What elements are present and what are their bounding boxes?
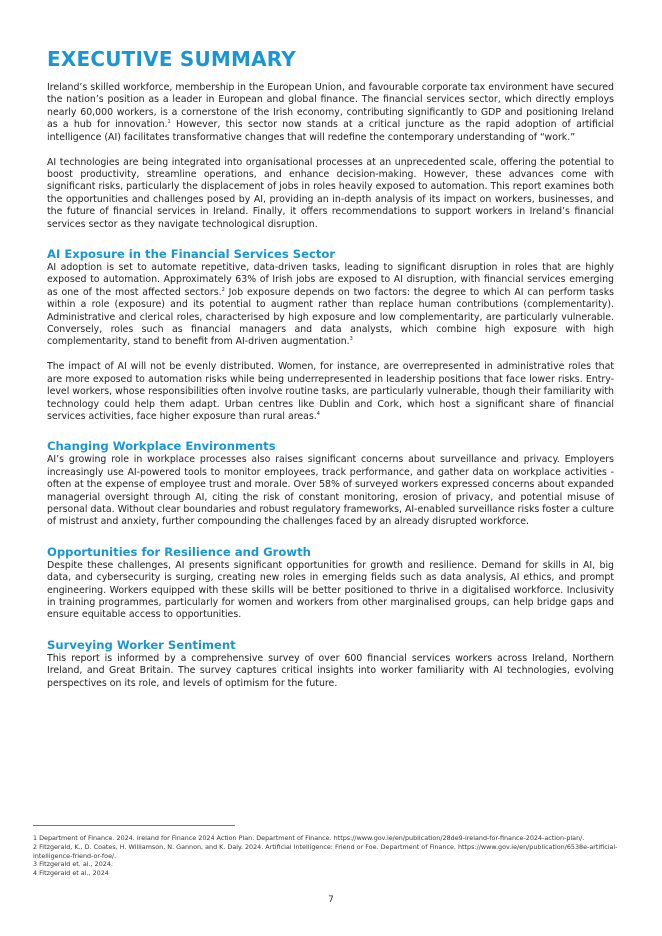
intro-paragraph-1-text-b: However, this sector now stands at a critical juncture as the rapid adoption of artificial intelligence (AI) facilitates transformative changes that will redefine the contemporary understanding of “work.” xyxy=(47,119,614,143)
footnote-ref-2[interactable]: 2 xyxy=(221,286,225,293)
footnote-ref-1[interactable]: 1 xyxy=(167,119,171,126)
ai-exposure-paragraph-1 xyxy=(47,262,614,349)
footnote-1: 1 Department of Finance. 2024. Ireland for Finance 2024 Action Plan. Department of Finance. https://www.gov.ie/en/publication/28de9-ireland-for-finance-2024-action-plan/. xyxy=(33,834,585,842)
page-number: 7 xyxy=(328,895,334,905)
survey-paragraph: This report is informed by a comprehensive survey of over 600 financial services workers across Ireland, Northern Ireland, and Great Britain. The survey captures critical insights into worker familiarity with AI technologies, evolving perspectives on its role, and levels of optimism for the future. xyxy=(47,652,614,689)
ai-exposure-paragraph-2-text: The impact of AI will not be evenly distributed. Women, for instance, are overrepresented in administrative roles that are more exposed to automation risks while being underrepresented in leadership positions that face lower risks. Entry-level workers, whose responsibilities often involve routine tasks, are particularly vulnerable, though their familiarity with technology could help them adapt. Urban centres like Dublin and Cork, which host a significant share of financial services activities, face higher exposure than rural areas. xyxy=(47,361,614,422)
intro-paragraph-1-text-a: Ireland’s skilled workforce, membership in the European Union, and favourable corporate tax environment have secured the nation’s position as a leader in European and global finance. The financial services sector, which directly employs nearly 60,000 workers, is a cornerstone of the Irish economy, contributing significantly to GDP and positioning Ireland as a hub for innovation. xyxy=(47,82,614,131)
intro-paragraph-2: AI technologies are being integrated into organisational processes at an unprecedented scale, offering the potential to boost productivity, streamline operations, and enhance decision-making. However, these advances come with significant risks, particularly the displacement of jobs in roles heavily exposed to automation. This report examines both the opportunities and challenges posed by AI, providing an in-depth analysis of its impact on workers, businesses, and the future of financial services in Ireland. Finally, it offers recommendations to support workers in Ireland’s financial services sector as they navigate technological disruption. xyxy=(47,156,614,230)
ai-exposure-paragraph-1-text-a: AI adoption is set to automate repetitive, data-driven tasks, leading to significant disruption in roles that are highly exposed to automation. Approximately 63% of Irish jobs are exposed to AI disruption, with financial services emerging as one of the most affected sectors. xyxy=(47,261,614,298)
intro-paragraph-1 xyxy=(47,82,614,144)
footnote-ref-3[interactable]: 3 xyxy=(349,336,353,343)
footnotes xyxy=(33,825,623,878)
footnote-3: 3 Fitzgerald et. al., 2024. xyxy=(33,860,113,869)
footnote-ref-4[interactable]: 4 xyxy=(316,410,320,417)
workplace-paragraph: AI’s growing role in workplace processes also raises significant concerns about surveillance and privacy. Employers increasingly use AI-powered tools to monitor employees, track performance, and gather data on workplace activities - often at the expense of employee trust and morale. Over 58% of surveyed workers expressed concerns about expanded managerial oversight through AI, citing the risk of constant monitoring, erosion of privacy, and potential misuse of personal data. Without clear boundaries and robust regulatory frameworks, AI-enabled surveillance risks foster a culture of mistrust and anxiety, further compounding the challenges faced by an already disrupted workforce. xyxy=(47,454,614,528)
section-heading-opportunities: Opportunities for Resilience and Growth xyxy=(47,544,311,559)
section-heading-survey: Surveying Worker Sentiment xyxy=(47,637,236,652)
opportunities-paragraph: Despite these challenges, AI presents significant opportunities for growth and resilience. Demand for skills in AI, big data, and cybersecurity is surging, creating new roles in emerging fields such as data analysis, AI ethics, and prompt engineering. Workers equipped with these skills will be better positioned to thrive in a digitalised workforce. Inclusivity in training programmes, particularly for women and workers from other marginalised groups, can help bridge gaps and ensure equitable access to opportunities. xyxy=(47,559,614,621)
footnote-2: 2 Fitzgerald, K., D. Coates, H. Williamson, N. Gannon, and K. Daly. 2024. Artificial Intelligence: Friend or Foe. Department of Finance. https://www.gov.ie/en/publication/6538e-artificial-intelligence-friend-or-foe/. xyxy=(33,842,618,860)
ai-exposure-paragraph-2 xyxy=(47,361,614,423)
section-heading-workplace: Changing Workplace Environments xyxy=(47,439,276,454)
section-heading-ai-exposure: AI Exposure in the Financial Services Sector xyxy=(47,246,336,261)
footnote-divider xyxy=(33,825,235,826)
page-title: EXECUTIVE SUMMARY xyxy=(47,47,296,71)
ai-exposure-paragraph-1-text-b: Job exposure depends on two factors: the degree to which AI can perform tasks within a role (exposure) and its potential to augment rather than replace human contributions (complementarity). Administrative and clerical roles, characterised by high exposure and low complementarity, are particularly vulnerable. Conversely, roles such as financial managers and data analysts, which combine high exposure with high complementarity, stand to benefit from AI-driven augmentation. xyxy=(47,286,615,348)
footnote-4: 4 Fitzgerald et al., 2024 xyxy=(33,869,109,878)
